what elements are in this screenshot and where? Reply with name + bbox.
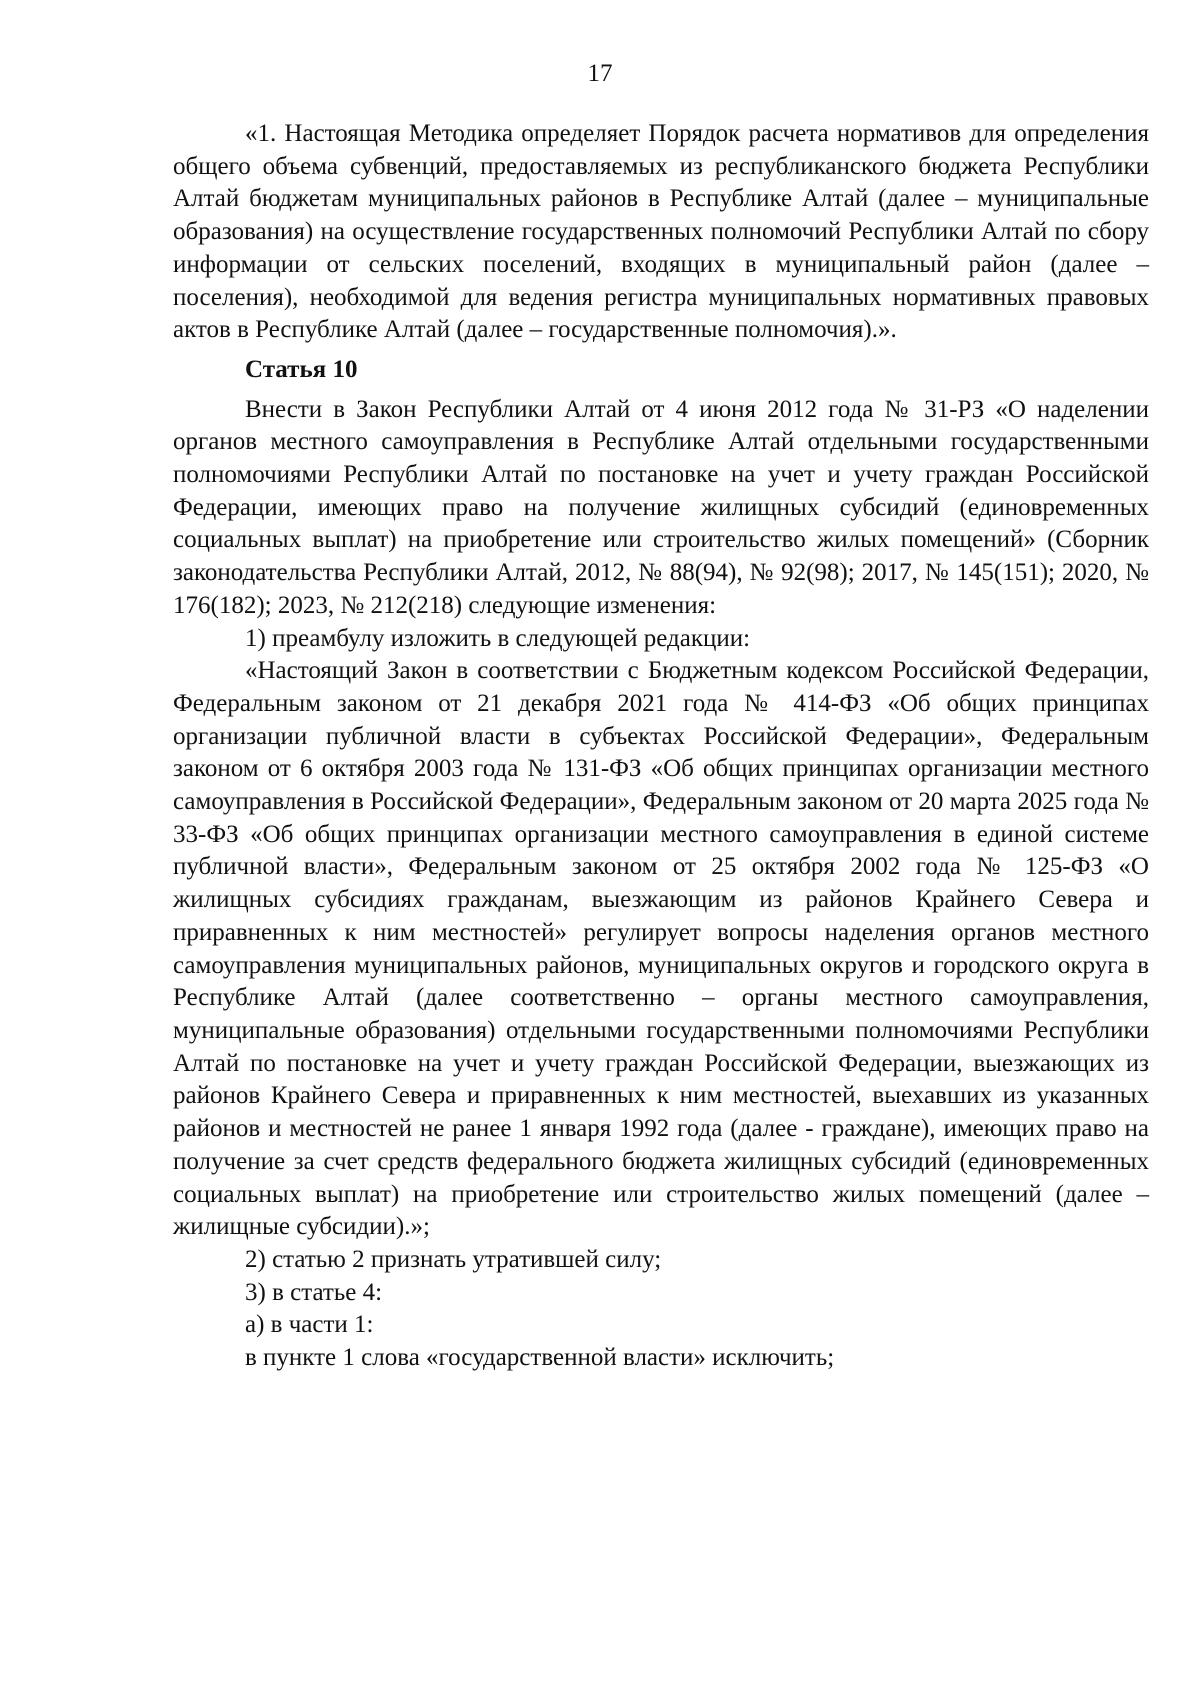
preamble-text-paragraph: «Настоящий Закон в соответствии с Бюджетным кодексом Российской Федерации, Федеральным законом от 21 декабря 2021 года № 414-ФЗ «Об общих принципах организации публичной власти в субъектах Российской Федерации», Федеральным законом от 6 октября 2003 года № 131-ФЗ «Об общих принципах организации местного самоуправления в Российской Федерации», Федеральным законом от 20 марта 2025 года № 33-ФЗ «Об общих принципах организации местного самоуправления в единой системе публичной власти», Федеральным законом от 25 октября 2002 года № 125-ФЗ «О жилищных субсидиях гражданам, выезжающим из районов Крайнего Севера и приравненных к ним местностей» регулирует вопросы наделения органов местного самоуправления муниципальных районов, муниципальных округов и городского округа в Республике Алтай (далее соответственно – органы местного самоуправления, муниципальные образования) отдельными государственными полномочиями Республики Алтай по постановке на учет и учету граждан Российской Федерации, выезжающих из районов Крайнего Севера и приравненных к ним местностей, выехавших из указанных районов и местностей не ранее 1 января 1992 года (далее - граждане), имеющих право на получение за счет средств федерального бюджета жилищных субсидий (единовременных социальных выплат) на приобретение или строительство жилых помещений (далее – жилищные субсидии).»; (173, 657, 1149, 1241)
amendment-item-2: 2) статью 2 признать утратившей силу; (245, 1245, 662, 1273)
methodology-clause-paragraph: «1. Настоящая Методика определяет Порядок расчета нормативов для определения общего объема субвенций, предоставляемых из республиканского бюджета Республики Алтай бюджетам муниципальных районов в Республике Алтай (далее – муниципальные образования) на осуществление государственных полномочий Республики Алтай по сбору информации от сельских поселений, входящих в муниципальный район (далее – поселения), необходимой для ведения регистра муниципальных нормативных правовых актов в Республике Алтай (далее – государственные полномочия).». (173, 120, 1149, 344)
amendment-subitem-a: а) в части 1: (245, 1311, 374, 1339)
amendment-intro-paragraph: Внести в Закон Республики Алтай от 4 июня 2012 года № 31-РЗ «О наделении органов местного самоуправления в Республике Алтай отдельными государственными полномочиями Республики Алтай по постановке на учет и учету граждан Российской Федерации, имеющих право на получение жилищных субсидий (единовременных социальных выплат) на приобретение или строительство жилых помещений» (Сборник законодательства Республики Алтай, 2012, № 88(94), № 92(98); 2017, № 145(151); 2020, № 176(182); 2023, № 212(218) следующие изменения: (173, 395, 1149, 619)
document-body (173, 118, 1149, 1375)
article-heading: Статья 10 (245, 355, 358, 383)
amendment-item-3: 3) в статье 4: (245, 1278, 383, 1306)
amendment-item-1: 1) преамбулу изложить в следующей редакции: (245, 624, 751, 652)
amendment-point-1: в пункте 1 слова «государственной власти» исключить; (245, 1344, 835, 1372)
page-number: 17 (587, 60, 613, 87)
